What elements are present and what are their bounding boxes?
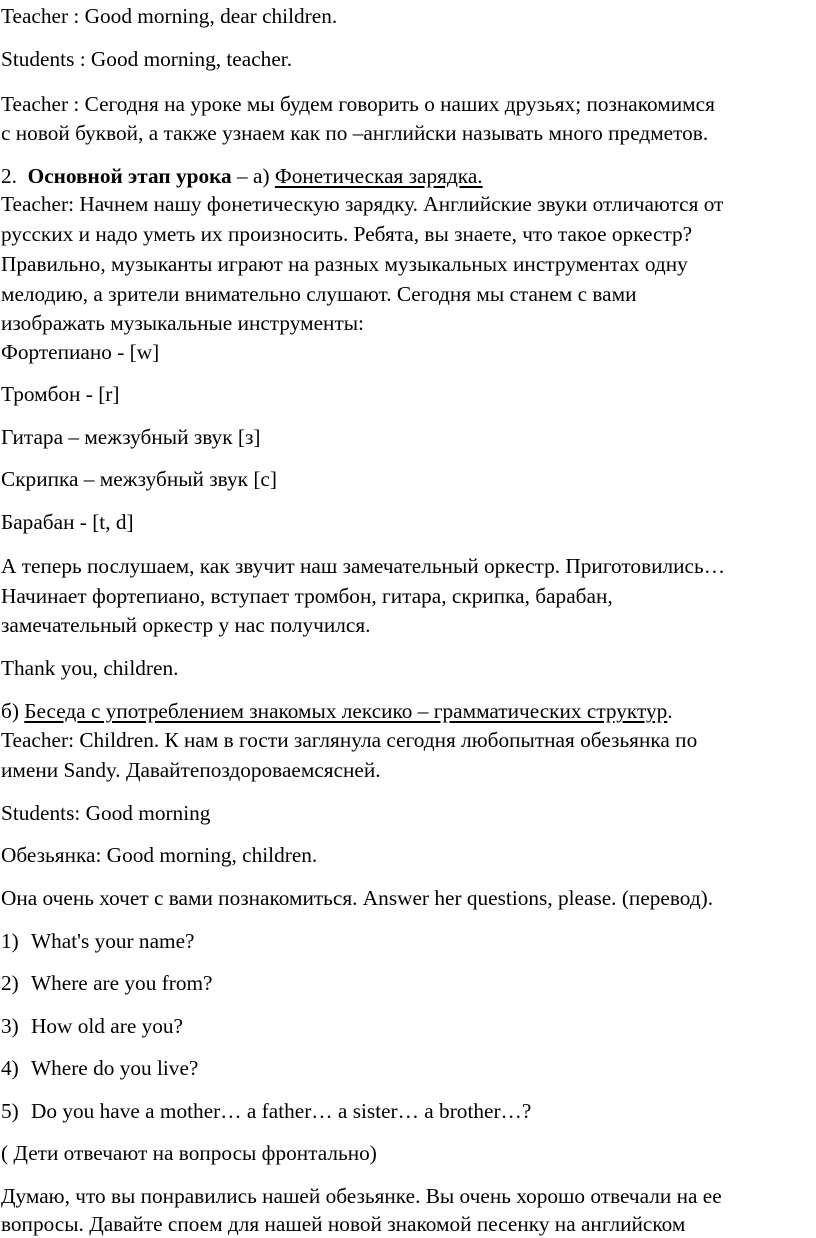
instrument-item: Фортепиано - [w] (1, 340, 160, 364)
question-text: How old are you? (31, 1014, 183, 1038)
instrument-item: Барабан - [t, d] (1, 510, 134, 534)
question-item (1, 931, 195, 952)
section-b-prefix: б) (1, 699, 19, 723)
instrument-item: Гитара – межзубный звук [з] (1, 425, 261, 449)
section-subheading: Фонетическая зарядка. (274, 164, 483, 188)
section-heading: Основной этап урока (27, 164, 232, 188)
question-item (1, 1101, 531, 1122)
paragraph-line: русских и надо уметь их произносить. Ребята, вы знаете, что такое оркестр? (1, 222, 693, 246)
question-item (1, 1016, 183, 1037)
question-item (1, 1058, 198, 1079)
instrument-item: Скрипка – межзубный звук [с] (1, 467, 277, 491)
note-line: ( Дети отвечают на вопросы фронтально) (1, 1141, 377, 1165)
paragraph-line: Думаю, что вы понравились нашей обезьянке. Вы очень хорошо отвечали на ее (1, 1184, 722, 1208)
question-number: 2) (1, 971, 19, 995)
paragraph-line: Teacher: Начнем нашу фонетическую зарядку. Английские звуки отличаются от (1, 192, 724, 216)
section-number: 2. (1, 164, 17, 188)
section-dash: – а) (237, 164, 270, 188)
paragraph-line: Начинает фортепиано, вступает тромбон, гитара, скрипка, барабан, (1, 584, 613, 608)
question-text: Where do you live? (31, 1056, 199, 1080)
monkey-line: Обезьянка: Good morning, children. (1, 843, 318, 867)
section-2-heading-line (1, 166, 483, 187)
question-item (1, 973, 213, 994)
instrument-item: Тромбон - [r] (1, 382, 120, 406)
paragraph-line: имени Sandy. Давайтепоздороваемсясней. (1, 758, 381, 782)
thanks-line: Thank you, children. (1, 656, 179, 680)
intro-line-2: с новой буквой, а также узнаем как по –английски называть много предметов. (1, 121, 709, 145)
paragraph-line: вопросы. Давайте споем для нашей новой знакомой песенку на английском (1, 1212, 686, 1236)
question-number: 5) (1, 1099, 19, 1123)
question-text: What's your name? (31, 929, 195, 953)
request-line: Она очень хочет с вами познакомиться. Answer her questions, please. (перевод). (1, 886, 714, 910)
section-b-end: . (667, 699, 673, 723)
question-text: Do you have a mother… a father… a sister… a brother…? (31, 1099, 532, 1123)
greeting-teacher-line: Teacher : Good morning, dear children. (1, 4, 338, 28)
greeting-students-line: Students : Good morning, teacher. (1, 47, 293, 71)
intro-line-1: Teacher : Сегодня на уроке мы будем говорить о наших друзьях; познакомимся (1, 92, 715, 116)
paragraph-line: мелодию, а зрители внимательно слушают. Сегодня мы станем с вами (1, 282, 637, 306)
question-number: 3) (1, 1014, 19, 1038)
question-number: 1) (1, 929, 19, 953)
question-number: 4) (1, 1056, 19, 1080)
section-b-subheading: Беседа с употреблением знакомых лексико – грамматических структур (24, 699, 668, 723)
paragraph-line: замечательный оркестр у нас получился. (1, 613, 371, 637)
question-text: Where are you from? (31, 971, 213, 995)
section-b-heading-line (1, 701, 673, 722)
paragraph-line: изображать музыкальные инструменты: (1, 311, 364, 335)
students-line: Students: Good morning (1, 801, 211, 825)
paragraph-line: Teacher: Children. К нам в гости заглянула сегодня любопытная обезьянка по (1, 728, 698, 752)
paragraph-line: А теперь послушаем, как звучит наш замечательный оркестр. Приготовились… (1, 554, 726, 578)
paragraph-line: Правильно, музыканты играют на разных музыкальных инструментах одну (1, 252, 688, 276)
